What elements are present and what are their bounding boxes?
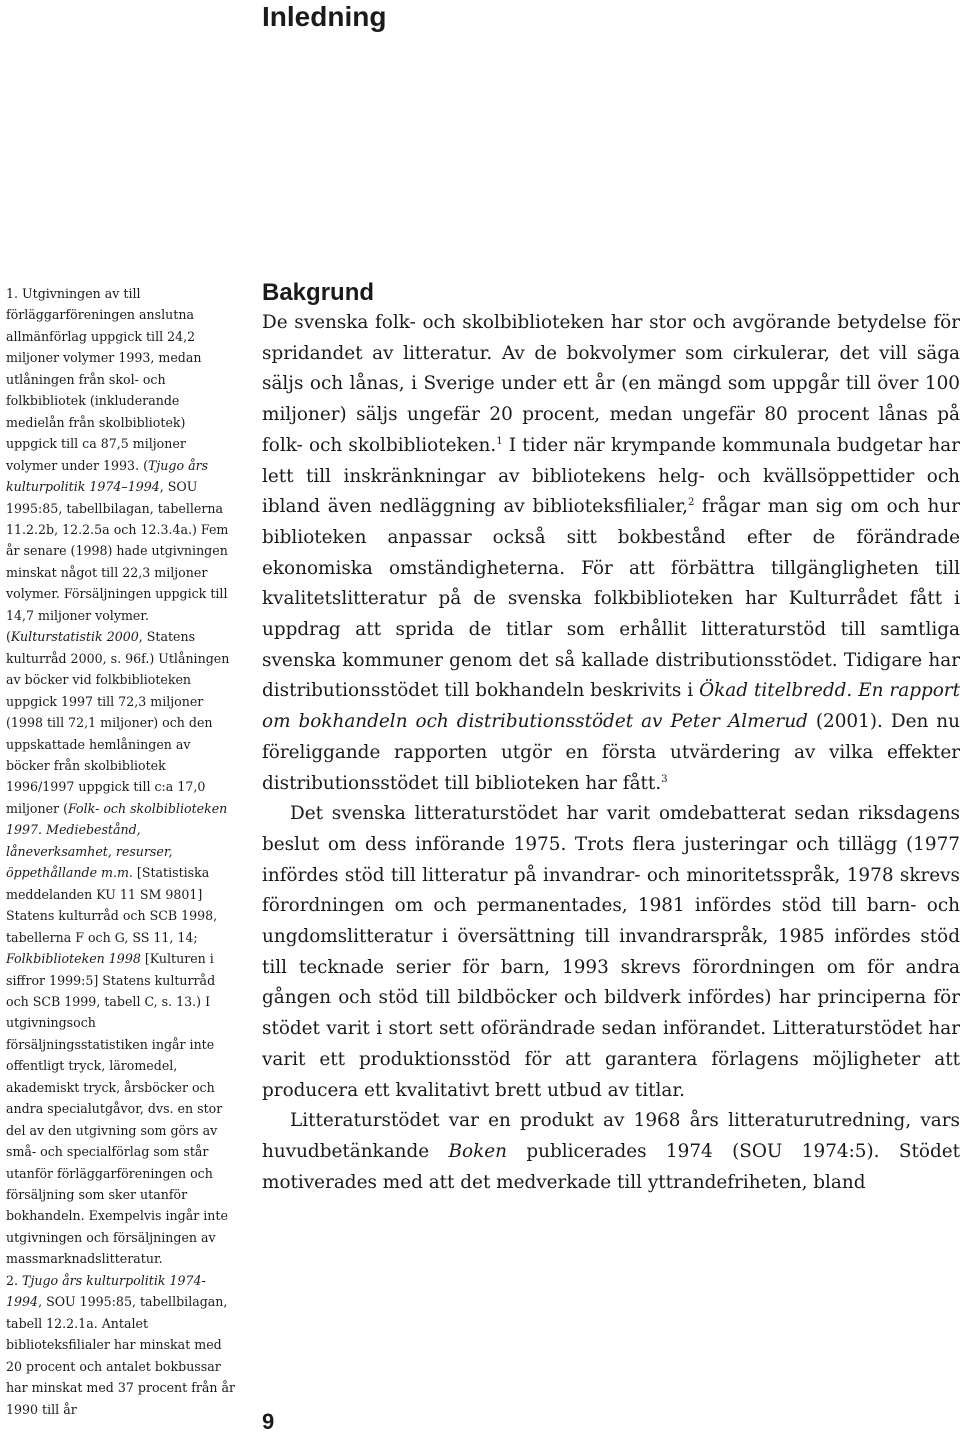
footnote-citation: Kulturstatistik 2000 bbox=[10, 629, 139, 645]
footnote-citation: Folkbiblioteken 1998 bbox=[6, 951, 141, 967]
footnote-number: 2. bbox=[6, 1272, 19, 1288]
footnote-text: , SOU 1995:85, tabellbilagan, tabell 12.2.1a. Antalet biblioteksfilialer har minskat med 20 procent och antalet bokbussar har minskat med 37 procent från år 1990 till år bbox=[6, 1294, 236, 1417]
footnote-citation: Tjugo års kulturpolitik 1974-1994 bbox=[6, 1272, 206, 1310]
body-paragraph bbox=[262, 308, 960, 799]
page-number: 9 bbox=[262, 1409, 275, 1434]
paragraph-text: I tider när krympande kommunala budgetar har lett till inskränkningar av bibliotekens helg- och kvällsöppettider och ibland även nedläggning av biblioteksfilialer, bbox=[262, 434, 960, 518]
footnote bbox=[6, 1270, 238, 1420]
paragraph-text: Det svenska litteraturstödet har varit omdebatterat sedan riksdagens beslut om dess införande 1975. Trots flera justeringar och tillägg (1977 infördes stöd till litteratur på invandrar- och minoritetsspråk, 1978 skrevs förordningen om och permanentades, 1981 infördes stöd till barn- och ungdomslitteratur i översättning till invandrarspråk, 1985 infördes stöd till tecknade serier för barn, 1993 skrevs förordningen om för andra gången och stöd till bildböcker och bildverk infördes) har principerna för stödet varit i stort sett oförändrade sedan införandet. Litteraturstödet har varit ett produktionsstöd för att garantera förlagens möjligheter att producera ett kvalitativt brett utbud av titlar. bbox=[262, 803, 960, 1101]
footnote-text: , Statens kulturråd 2000, s. 96f.) Utlåningen av böcker vid folkbiblioteken uppgick 1997 till 72,3 miljoner (1998 till 72,1 miljoner) och den uppskattade hemlåningen av böcker från skolbibliotek 1996/1997 uppgick till c:a 17,0 miljoner ( bbox=[6, 629, 230, 816]
footnote-citation: Folk- och skolbiblioteken 1997. Mediebestånd, låneverksamhet, resurser, öppethållande m.m. bbox=[6, 800, 228, 881]
paragraph-text: publicerades 1974 (SOU 1974:5). Stödet motiverades med att det medverkade till yttrandefriheten, bland bbox=[262, 1140, 960, 1193]
paragraph-text: Litteraturstödet var en produkt av 1968 års litteraturutredning, vars huvudbetänkande bbox=[262, 1110, 960, 1162]
footnote-text: [Statistiska meddelanden KU 11 SM 9801] Statens kulturråd och SCB 1998, tabellerna F och G, SS 11, 14; bbox=[6, 865, 218, 945]
footnote-reference: 3 bbox=[661, 773, 668, 785]
main-text bbox=[262, 278, 960, 1198]
footnote-reference: 2 bbox=[687, 497, 695, 509]
footnote-text: Utgivningen av till förläggarföreningen anslutna allmänförlag uppgick till 24,2 miljoner volymer 1993, medan utlåningen från skol- och folkbibliotek (inkluderande medielån från skolbibliotek) uppgick till ca 87,5 miljoner volymer under 1993. ( bbox=[6, 286, 202, 473]
paragraph-text: (2001). Den nu föreliggande rapporten utgör en första utvärdering av vilka effekter distributionsstödet till biblioteken har fått. bbox=[262, 711, 960, 794]
footnote-reference: 1 bbox=[496, 435, 503, 447]
body-paragraph bbox=[262, 799, 960, 1106]
body-paragraph bbox=[262, 1106, 960, 1198]
footnote-citation: Tjugo års kulturpolitik 1974–1994 bbox=[6, 457, 209, 495]
body-paragraphs bbox=[262, 308, 960, 1198]
italic-title: Boken bbox=[448, 1140, 507, 1162]
footnote bbox=[6, 283, 238, 1270]
section-heading: Bakgrund bbox=[262, 279, 375, 306]
footnote-number: 1. bbox=[6, 286, 19, 301]
paragraph-text: frågar man sig om och hur biblioteken anpassar också sitt bokbestånd efter de förändrade ekonomiska omständigheterna. För att förbättra tillgängligheten till kvalitetslitteratur på de svenska folkbiblioteken har Kulturrådet fått i uppdrag att sprida de titlar som erhållit litteraturstöd till samtliga svenska kommuner genom det så kallade distributionsstödet. Tidigare har distributionsstödet till bokhandeln beskrivits i bbox=[262, 496, 960, 702]
footnotes-column bbox=[6, 283, 238, 1420]
footnote-text: [Kulturen i siffror 1999:5] Statens kulturråd och SCB 1999, tabell C, s. 13.) I utgivningsoch försäljningsstatistiken ingår inte offentligt tryck, läromedel, akademiskt tryck, årsböcker och andra specialutgåvor, dvs. en stor del av den utgivning som görs av små- och specialförlag som står utanför förläggarföreningen och försäljning som sker utanför bokhandeln. Exempelvis ingår inte utgivningen och försäljningen av massmarknadslitteratur. bbox=[6, 951, 228, 1267]
chapter-title: Inledning bbox=[262, 1, 387, 32]
italic-title: Ökad titelbredd. En rapport om bokhandeln och distributionsstödet av Peter Almerud bbox=[262, 680, 960, 733]
footnote-text: , SOU 1995:85, tabellbilagan, tabellerna 11.2.2b, 12.2.5a och 12.3.4a.) Fem år senare (1998) hade utgivningen minskat något till 22,3 miljoner volymer. Försäljningen uppgick till 14,7 miljoner volymer. ( bbox=[6, 479, 229, 645]
paragraph-text: De svenska folk- och skolbiblioteken har stor och avgörande betydelse för spridandet av litteratur. Av de bokvolymer som cirkulerar, det vill säga säljs och lånas, i Sverige under ett år (en mängd som uppgår till över 100 miljoner) säljs ungefär 20 procent, medan ungefär 80 procent lånas på folk- och skolbiblioteken. bbox=[262, 312, 960, 456]
